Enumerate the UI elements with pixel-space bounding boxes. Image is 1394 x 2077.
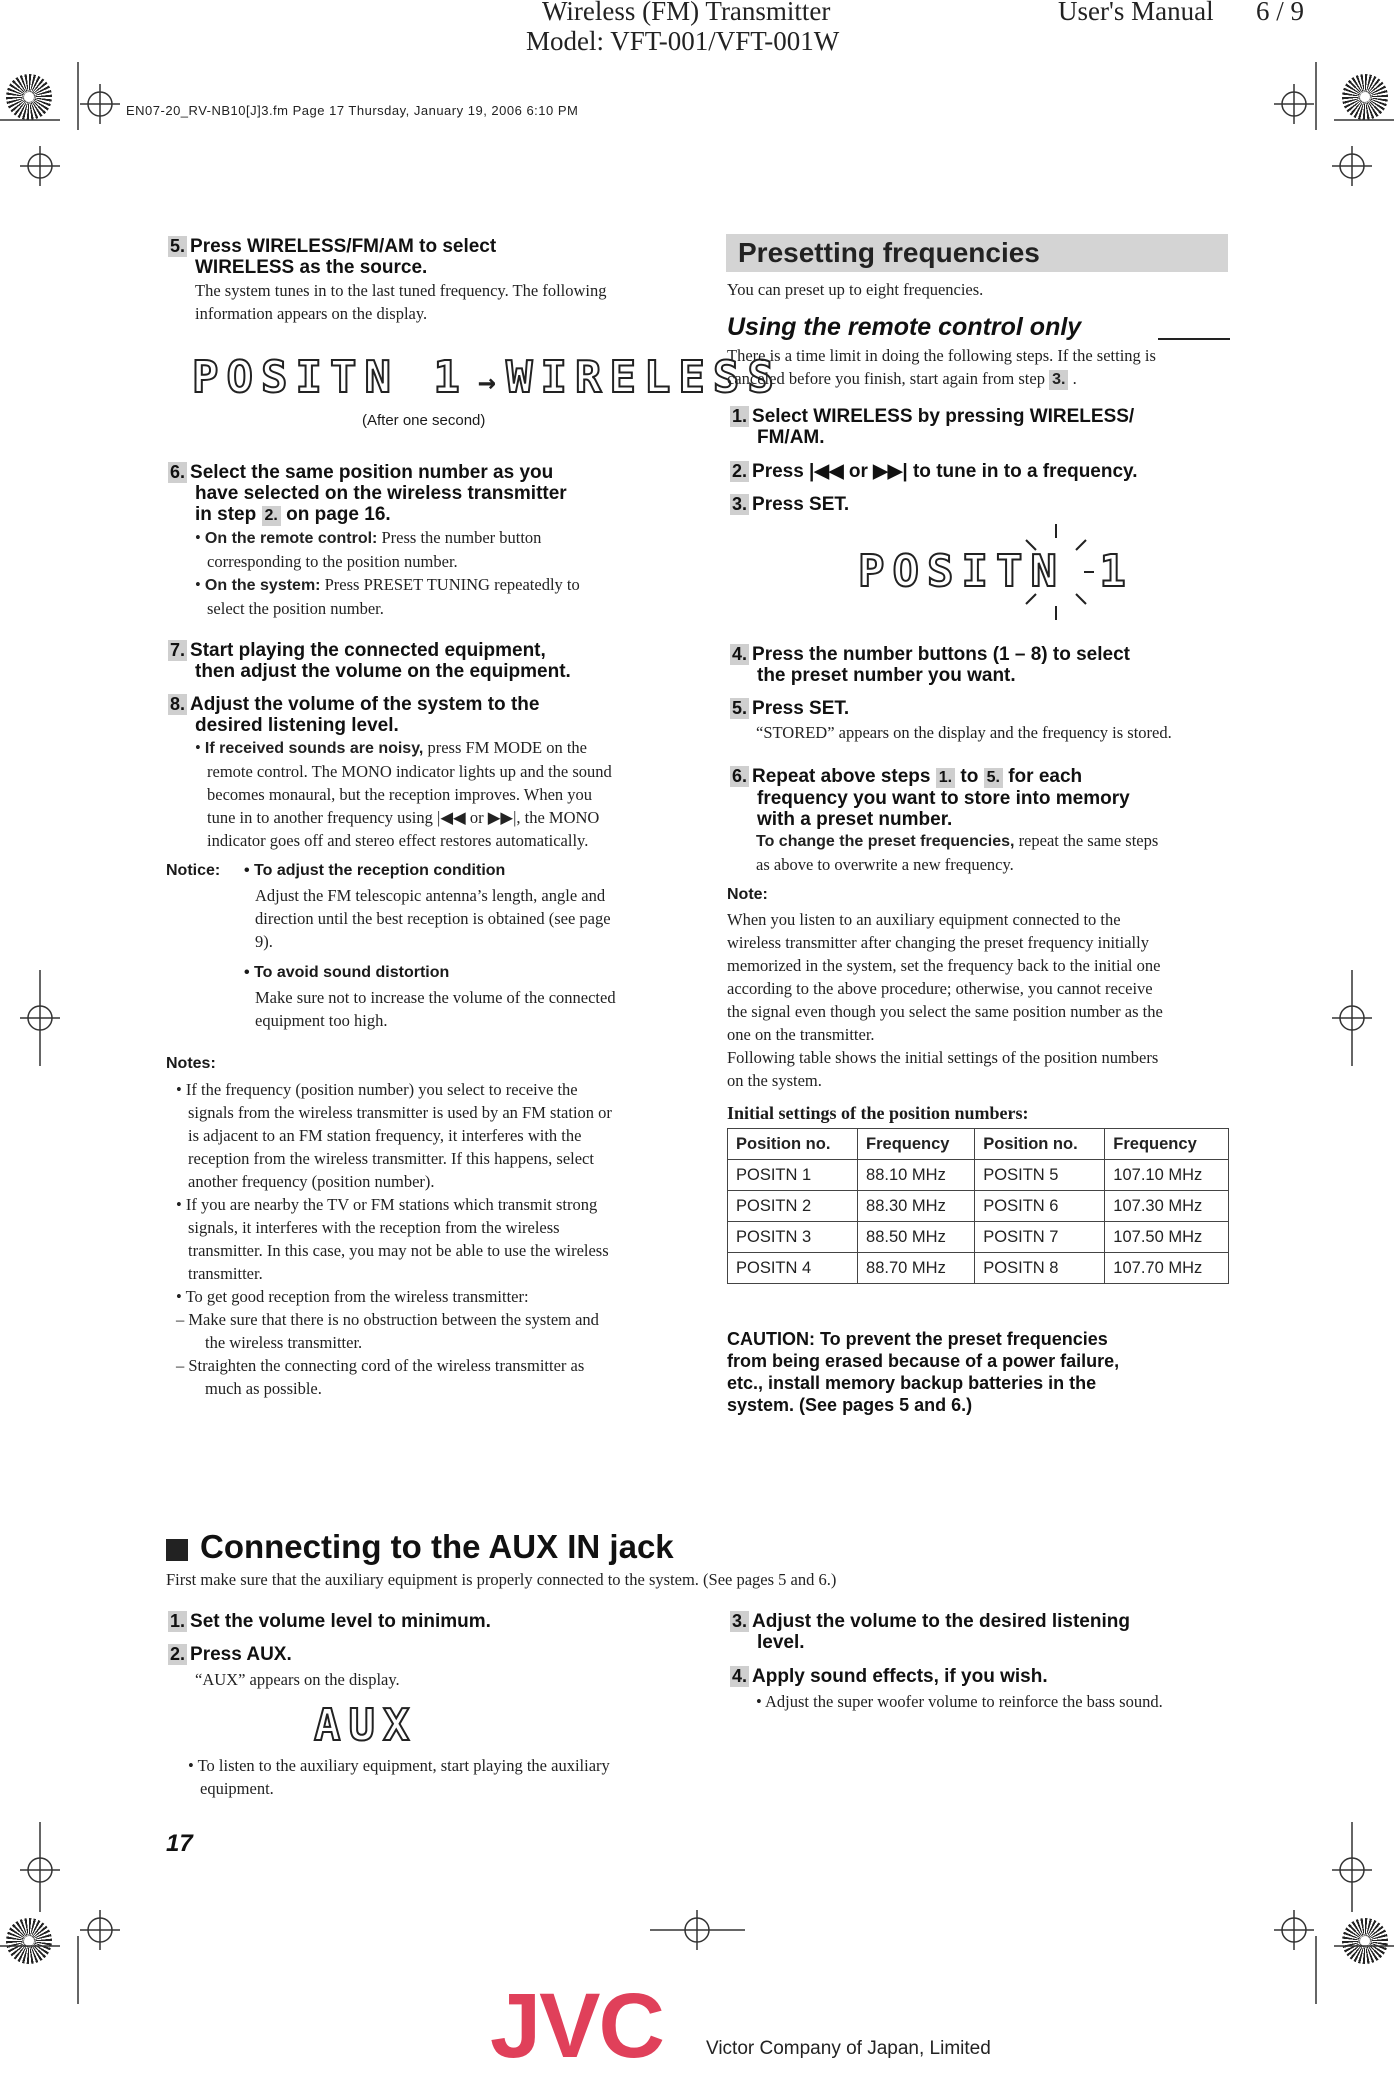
subheading-remote-only: Using the remote control only — [727, 313, 1082, 341]
table-row: POSITN 3 88.50 MHz POSITN 7 107.50 MHz — [728, 1222, 1229, 1253]
aux-step-2-bullet: • To listen to the auxiliary equipment, start playing the auxiliary equipment. — [188, 1756, 610, 1798]
lcd-display-aux: AUX — [314, 1700, 418, 1751]
aux-intro: First make sure that the auxiliary equipment is properly connected to the system. (See pages 5 and 6.) — [166, 1570, 837, 1589]
caution-text: CAUTION: To prevent the preset frequencies from being erased because of a power failure, etc., install memory backup batteries in the system. (See pages 5 and 6.) — [727, 1329, 1120, 1415]
preset-step-3: 3. Press SET. — [732, 494, 850, 515]
preset-step-5-body: “STORED” appears on the display and the frequency is stored. — [756, 723, 1172, 742]
notice-heading-1: • To adjust the reception condition — [244, 862, 506, 879]
step-ref: 3. — [1049, 370, 1068, 390]
step-6-body: • On the remote control: Press the number button corresponding to the position number. • On the system: Press PRESET TUNING repeatedly to select the position number. — [195, 528, 580, 618]
notes-label: Notes: — [166, 1055, 216, 1072]
model-label: Model: VFT-001/VFT-001W — [526, 26, 840, 56]
company-name: Victor Company of Japan, Limited — [706, 2038, 991, 2059]
aux-step-2-body: “AUX” appears on the display. — [195, 1670, 400, 1689]
file-stamp: EN07-20_RV-NB10[J]3.fm Page 17 Thursday, January 19, 2006 6:10 PM — [126, 103, 579, 118]
preset-step-2: 2. Press |◀◀ or ▶▶| to tune in to a frequency. — [732, 461, 1138, 482]
preset-step-4: 4. Press the number buttons (1 – 8) to select the preset number you want. — [732, 644, 1130, 686]
lcd-caption: (After one second) — [362, 412, 486, 429]
table-row: POSITN 4 88.70 MHz POSITN 8 107.70 MHz — [728, 1253, 1229, 1284]
step-number: 5. — [170, 236, 186, 256]
time-limit-note: There is a time limit in doing the following steps. If the setting is canceled before you finish, start again from step 3. . — [727, 346, 1156, 388]
notice-heading-2: • To avoid sound distortion — [244, 964, 450, 981]
step-8-body: • If received sounds are noisy, press FM MODE on the remote control. The MONO indicator lights up and the sound becomes monaural, but the reception improves. When you tune in to another frequency using |◀◀ or ▶▶|, the MONO indicator goes off and stereo effect restores automatically. — [195, 738, 612, 850]
section-square-icon — [166, 1539, 188, 1561]
note-text: When you listen to an auxiliary equipment connected to the wireless transmitter after changing the preset frequency initially memorized in the system, set the frequency back to the initial one according to the above procedure; otherwise, you cannot receive the signal even though you select the same position number as the one on the transmitter. Following table shows the initial settings of the position numbers on the system. — [727, 910, 1163, 1090]
manual-label: User's Manual — [1058, 0, 1214, 26]
presetting-intro: You can preset up to eight frequencies. — [727, 280, 984, 299]
table-header-row: Position no. Frequency Position no. Frequency — [728, 1129, 1229, 1160]
doc-title: Wireless (FM) Transmitter — [542, 0, 831, 26]
blinking-indicator-icon — [996, 522, 1096, 622]
notice-text-2: Make sure not to increase the volume of the connected equipment too high. — [255, 988, 616, 1030]
jvc-logo: JVC — [490, 1975, 663, 2077]
note-label: Note: — [727, 886, 768, 903]
step-ref: 2. — [262, 506, 281, 526]
step-8-title: 8. Adjust the volume of the system to the desired listening level. — [170, 694, 540, 736]
section-title-aux: Connecting to the AUX IN jack — [200, 1528, 674, 1565]
notice-label: Notice: — [166, 862, 221, 879]
table-row: POSITN 2 88.30 MHz POSITN 6 107.30 MHz — [728, 1191, 1229, 1222]
step-5-title: 5. Press WIRELESS/FM/AM to select WIRELESS as the source. — [170, 236, 497, 278]
aux-step-4-body: • Adjust the super woofer volume to reinforce the bass sound. — [756, 1692, 1163, 1711]
lcd-display-positn: POSITN 1 — [858, 546, 1134, 597]
aux-step-3: 3. Adjust the volume to the desired listening level. — [732, 1611, 1130, 1653]
step-5-body: The system tunes in to the last tuned frequency. The following information appears on the display. — [195, 281, 607, 323]
notes-list: • If the frequency (position number) you select to receive the signals from the wireless transmitter is used by an FM station or is adjacent to an FM station frequency, it interferes with the reception from the wireless transmitter. If this happens, select another frequency (position number). • If you are nearby the TV or FM stations which transmit strong signals, it interferes with the reception from the wireless transmitter. In this case, you may not be able to use the wireless transmitter. • To get good reception from the wireless transmitter: – Make sure that there is no obstruction between the system and the wireless transmitter. – Straighten the connecting cord of the wireless transmitter as much as possible. — [176, 1080, 612, 1398]
subheading-rule — [1158, 338, 1230, 340]
step-7-title: 7. Start playing the connected equipment, then adjust the volume on the equipment. — [170, 640, 571, 682]
aux-step-1: 1. Set the volume level to minimum. — [170, 1611, 491, 1632]
table-row: POSITN 1 88.10 MHz POSITN 5 107.10 MHz — [728, 1160, 1229, 1191]
preset-step-6: 6. Repeat above steps 1. to 5. for each frequency you want to store into memory with a preset number. — [732, 766, 1130, 830]
lcd-display-positn-wireless: POSITN 1 → WIRELESS — [192, 352, 782, 403]
position-settings-table — [727, 1128, 1229, 1284]
preset-step-6-body: To change the preset frequencies, repeat the same steps as above to overwrite a new frequency. — [756, 831, 1159, 874]
preset-step-5: 5. Press SET. — [732, 698, 850, 719]
table-title: Initial settings of the position numbers: — [727, 1103, 1029, 1123]
page-number: 17 — [166, 1830, 193, 1857]
preset-step-1: 1. Select WIRELESS by pressing WIRELESS/ FM/AM. — [732, 406, 1135, 448]
section-title-presetting: Presetting frequencies — [726, 234, 1228, 272]
aux-step-4: 4. Apply sound effects, if you wish. — [732, 1666, 1048, 1687]
notice-text-1: Adjust the FM telescopic antenna’s length, angle and direction until the best reception is obtained (see page 9). — [255, 886, 611, 951]
page-of: 6 / 9 — [1256, 0, 1305, 26]
aux-step-2: 2. Press AUX. — [170, 1644, 292, 1665]
step-6-title: 6. Select the same position number as you have selected on the wireless transmitter in step 2. on page 16. — [170, 462, 567, 525]
